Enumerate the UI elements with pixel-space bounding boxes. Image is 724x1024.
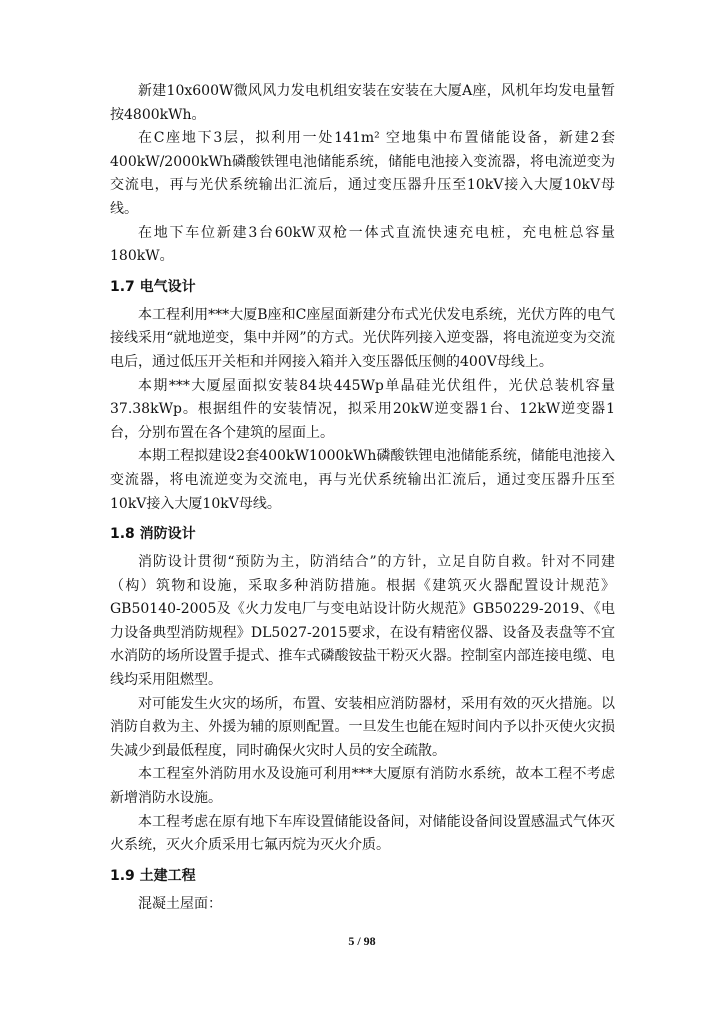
paragraph-electrical-2: 本期***大厦屋面拟安装84块445Wp单晶硅光伏组件，光伏总装机容量37.38kWp。根据组件的安装情况，拟采用20kW逆变器1台、12kW逆变器1台，分别布置在各个建筑的屋面上。 xyxy=(110,377,615,441)
paragraph-charging: 在地下车位新建3台60kW双枪一体式直流快速充电桩，充电桩总容量180kW。 xyxy=(110,224,615,265)
section-heading-electrical: 1.7 电气设计 xyxy=(110,278,196,295)
paragraph-electrical-3: 本期工程拟建设2套400kW1000kWh磷酸铁锂电池储能系统，储能电池接入变流器，将电流逆变为交流电，再与光伏系统输出汇流后，通过变压器升压至10kV接入大厦10kV母线。 xyxy=(110,448,615,512)
paragraph-fire-1: 消防设计贯彻“预防为主，防消结合”的方针，立足自防自救。针对不同建（构）筑物和设施，采取多种消防措施。根据《建筑灭火器配置设计规范》GB50140-2005及《火力发电厂与变电站设计防火规范》GB50229-2019、《电力设备典型消防规程》DL5027-2015要求，在设有精密仪器、设备及表盘等不宜水消防的场所设置手提式、推车式磷酸铵盐干粉灭火器。控制室内部连接电缆、电线均采用阻燃型。 xyxy=(110,554,615,689)
section-heading-fire: 1.8 消防设计 xyxy=(110,526,196,543)
section-heading-civil: 1.9 土建工程 xyxy=(110,867,196,884)
paragraph-fire-4: 本工程考虑在原有地下车库设置储能设备间，对储能设备间设置感温式气体灭火系统，灭火介质采用七氟丙烷为灭火介质。 xyxy=(110,813,615,854)
document-page xyxy=(110,80,615,916)
paragraph-fire-2: 对可能发生火灾的场所，布置、安装相应消防器材，采用有效的灭火措施。以消防自救为主、外援为辅的原则配置。一旦发生也能在短时间内予以扑灭使火灾损失减少到最低程度，同时确保火灾时人员的安全疏散。 xyxy=(110,695,615,759)
page-number: 5 / 98 xyxy=(348,934,376,948)
paragraph-storage: 在C座地下3层，拟利用一处141m² 空地集中布置储能设备，新建2套400kW/2000kWh磷酸铁锂电池储能系统，储能电池接入变流器，将电流逆变为交流电，再与光伏系统输出汇流后，通过变压器升压至10kV接入大厦10kV母线。 xyxy=(110,130,615,217)
paragraph-wind-turbine: 新建10x600W微风风力发电机组安装在安装在大厦A座，风机年均发电量暂按4800kWh。 xyxy=(110,83,615,123)
paragraph-electrical-1: 本工程利用***大厦B座和C座屋面新建分布式光伏发电系统，光伏方阵的电气接线采用“就地逆变，集中并网”的方式。光伏阵列接入逆变器，将电流逆变为交流电后，通过低压开关柜和并网接入箱并入变压器低压侧的400V母线上。 xyxy=(110,306,615,370)
paragraph-civil-1: 混凝土屋面： xyxy=(138,895,222,912)
paragraph-fire-3: 本工程室外消防用水及设施可利用***大厦原有消防水系统，故本工程不考虑新增消防水设施。 xyxy=(110,766,615,807)
